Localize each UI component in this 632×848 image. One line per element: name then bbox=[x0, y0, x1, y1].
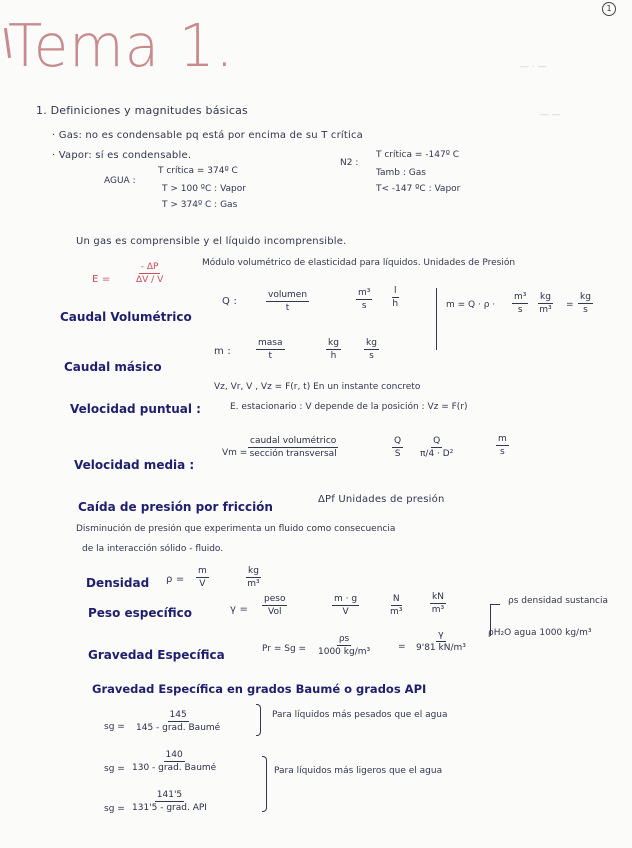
page-title: Tema 1. bbox=[8, 12, 235, 81]
fraction: $\frac{kg}{\text{m³}}$ bbox=[247, 566, 260, 589]
fraction: $\frac{m}{V}$ bbox=[198, 566, 207, 589]
equals-sign: = bbox=[566, 300, 574, 310]
fraction: $\frac{kN}{\text{m³}}$ bbox=[431, 592, 445, 615]
n2-line: Tamb : Gas bbox=[376, 168, 426, 178]
modulus-fraction: $\frac{- \Delta P}{\Delta V / V}$ bbox=[136, 262, 164, 285]
sg-label: sg = bbox=[104, 764, 125, 774]
fraction: $\frac{N}{\text{m³}}$ bbox=[390, 594, 403, 617]
agua-line: T > 374º C : Gas bbox=[162, 200, 238, 210]
velocidad-media-lhs: Vm = bbox=[222, 448, 248, 458]
fraction: $\frac{kg}{\text{m³}}$ bbox=[539, 292, 552, 315]
compressible-note: Un gas es comprensible y el líquido incomprensible. bbox=[76, 236, 347, 247]
agua-line: T crítica = 374º C bbox=[158, 166, 238, 176]
gravedad-note: ρs densidad sustancia bbox=[508, 596, 609, 606]
fraction: $\frac{\text{m³}}{s}$ bbox=[358, 288, 371, 311]
fraction: volumen t bbox=[268, 290, 308, 313]
caida-presion-desc: Disminución de presión que experimenta un fluido como consecuencia bbox=[76, 524, 396, 534]
velocidad-puntual-label: Velocidad puntual : bbox=[70, 402, 201, 416]
baume-note: Para líquidos más ligeros que el agua bbox=[274, 766, 443, 776]
baume-heading: Gravedad Específica en grados Baumé o grados API bbox=[92, 682, 427, 696]
gas-definition: · Gas: no es condensable pq está por encima de su T crítica bbox=[52, 130, 363, 141]
modulus-lhs: E = bbox=[92, 274, 111, 285]
peso-especifico-label: Peso específico bbox=[88, 606, 192, 620]
gravedad-note: ρH₂O agua 1000 kg/m³ bbox=[488, 628, 592, 638]
equals-sign: = bbox=[398, 642, 406, 652]
n2-line: T< -147 ºC : Vapor bbox=[376, 184, 461, 194]
fraction: 141'5 131'5 - grad. API bbox=[132, 790, 207, 813]
arrow-line bbox=[490, 604, 500, 605]
caida-presion-desc: de la interacción sólido - fluido. bbox=[82, 544, 224, 554]
agua-label: AGUA : bbox=[104, 176, 136, 186]
brace bbox=[256, 704, 261, 736]
page-number: 1 bbox=[602, 2, 616, 16]
n2-line: T crítica = -147º C bbox=[376, 150, 460, 160]
sg-label: sg = bbox=[104, 722, 125, 732]
velocidad-puntual-line: Vz, Vr, V , Vz = F(r, t) En un instante concreto bbox=[214, 382, 421, 392]
fraction: caudal volumétrico sección transversal bbox=[249, 436, 337, 459]
agua-line: T > 100 ºC : Vapor bbox=[162, 184, 246, 194]
gravedad-especifica-label: Gravedad Específica bbox=[88, 648, 225, 662]
gravedad-lhs: Pr = Sg = bbox=[262, 644, 307, 654]
peso-especifico-lhs: γ = bbox=[230, 604, 249, 615]
caida-presion-symbol: ΔPf Unidades de presión bbox=[318, 494, 445, 505]
fraction: $\frac{\rho s}{\text{1000 kg/m³}}$ bbox=[318, 634, 371, 657]
velocidad-media-label: Velocidad media : bbox=[74, 458, 195, 472]
caudal-vol-eq: Q : bbox=[222, 296, 238, 307]
caida-presion-label: Caída de presión por fricción bbox=[78, 500, 273, 514]
fraction: $\frac{kg}{s}$ bbox=[366, 338, 377, 361]
fraction: $\frac{Q}{S}$ bbox=[394, 436, 402, 459]
fraction: masa t bbox=[258, 338, 283, 361]
fraction: 145 145 - grad. Baumé bbox=[136, 710, 221, 733]
vapor-definition: · Vapor: sí es condensable. bbox=[52, 150, 192, 161]
fraction: $\frac{l}{h}$ bbox=[392, 286, 399, 309]
velocidad-puntual-line: E. estacionario : V depende de la posición : Vz = F(r) bbox=[230, 402, 468, 412]
fraction: $\frac{kg}{h}$ bbox=[328, 338, 339, 361]
bleed-through-mark: — · — bbox=[520, 62, 547, 72]
divider-line bbox=[436, 288, 437, 350]
densidad-lhs: ρ = bbox=[166, 574, 185, 585]
section-heading: 1. Definiciones y magnitudes básicas bbox=[36, 104, 248, 117]
mass-flow-relation: m = Q · ρ · bbox=[446, 300, 496, 310]
fraction: $\frac{Q}{\text{π/4 · D²}}$ bbox=[420, 436, 454, 459]
fraction: 140 130 - grad. Baumé bbox=[132, 750, 217, 773]
modulus-text: Módulo volumétrico de elasticidad para líquidos. Unidades de Presión bbox=[202, 258, 516, 268]
n2-label: N2 : bbox=[340, 158, 359, 168]
fraction: $\frac{\gamma}{\text{9'81 kN/m³}}$ bbox=[416, 630, 466, 653]
caudal-mas-eq: m : bbox=[214, 346, 231, 357]
fraction: $\frac{m}{s}$ bbox=[498, 434, 507, 457]
densidad-label: Densidad bbox=[86, 576, 150, 590]
caudal-masico-label: Caudal másico bbox=[64, 360, 162, 374]
fraction: $\frac{\text{m³}}{s}$ bbox=[514, 292, 527, 315]
fraction: peso Vol bbox=[264, 594, 286, 617]
fraction: $\frac{m \cdot g}{V}$ bbox=[334, 594, 358, 617]
brace bbox=[262, 756, 267, 812]
caudal-volumetrico-label: Caudal Volumétrico bbox=[60, 310, 192, 324]
fraction: $\frac{kg}{s}$ bbox=[580, 292, 591, 315]
sg-label: sg = bbox=[104, 804, 125, 814]
baume-note: Para líquidos más pesados que el agua bbox=[272, 710, 448, 720]
bleed-through-mark: — — bbox=[540, 110, 561, 120]
